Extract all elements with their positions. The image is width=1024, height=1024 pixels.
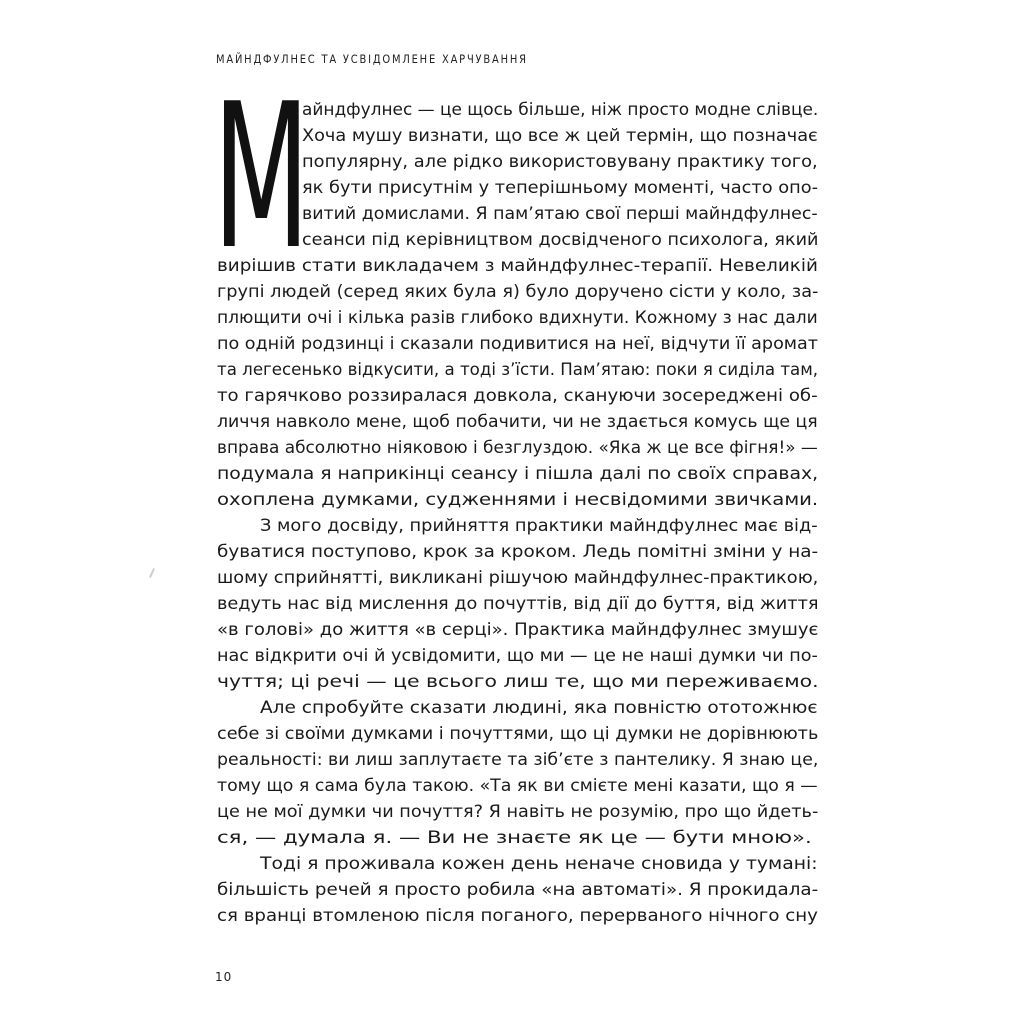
text-line: плющити очі і кілька разів глибоко вдихнути. Кожному з нас дали	[217, 308, 818, 328]
text-line: «в голові» до життя «в серці». Практика майндфулнес змушує	[217, 620, 819, 640]
text-line: тому що я сама була такою. «Та як ви смієте мені казати, що я —	[217, 776, 818, 796]
text-line: подумала я наприкінці сеансу і пішла далі по своїх справах,	[217, 464, 819, 484]
text-line: Хоча мушу визнати, що все ж цей термін, що позначає	[302, 126, 818, 146]
text-line: більшість речей я просто робила «на автоматі». Я прокидала-	[217, 880, 819, 900]
text-line: З мого досвіду, прийняття практики майндфулнес має від-	[260, 516, 818, 536]
text-line: реальності: ви лиш заплутаєте та зіб’єте з пантелику. Я знаю це,	[217, 750, 819, 770]
text-line: себе зі своїми думками і почуттями, що ці думки не дорівнюють	[217, 724, 819, 744]
text-line: буватися поступово, крок за кроком. Ледь помітні зміни у на-	[217, 542, 819, 562]
drop-cap: М	[213, 61, 310, 294]
text-line: айндфулнес — це щось більше, ніж просто модне слівце.	[302, 100, 819, 120]
page-number: 10	[215, 970, 233, 984]
text-line: охоплена думками, судженнями і несвідомими звичками.	[217, 490, 819, 510]
text-line: витий домислами. Я пам’ятаю свої перші майндфулнес-	[302, 204, 818, 224]
text-line: ся, — думала я. — Ви не знаєте як це — бути мною».	[217, 828, 812, 848]
text-line: то гарячково роззиралася довкола, скануючи зосереджені об-	[217, 386, 818, 406]
text-line: та легесенько відкусити, а тоді з’їсти. Пам’ятаю: поки я сиділа там,	[217, 360, 819, 380]
text-line: групі людей (серед яких була я) було доручено сісти у коло, за-	[217, 282, 819, 302]
text-line: як бути присутнім у теперішньому моменті, часто опо-	[302, 178, 819, 198]
text-line: ведуть нас від мислення до почуттів, від дії до буття, від життя	[217, 594, 819, 614]
text-line: Тоді я проживала кожен день неначе сновида у тумані:	[260, 854, 818, 874]
text-line: нас відкрити очі й усвідомити, що ми — це не наші думки чи по-	[217, 646, 818, 666]
text-line: вирішив стати викладачем з майндфулнес-терапії. Невеликій	[217, 256, 818, 276]
text-line: вправа абсолютно ніяковою і безглуздою. «Яка ж це все фігня!» —	[217, 438, 818, 458]
text-line: популярну, але рідко використовувану практику того,	[302, 152, 818, 172]
text-line: Але спробуйте сказати людині, яка повністю ототожнює	[260, 698, 818, 718]
text-line: сеанси під керівництвом досвідченого психолога, який	[302, 230, 819, 250]
text-line: личчя навколо мене, щоб побачити, чи не здається комусь ще ця	[217, 412, 818, 432]
text-line: шому сприйнятті, викликані рішучою майндфулнес-практикою,	[217, 568, 819, 588]
text-line: ся вранці втомленою після поганого, перерваного нічного сну	[217, 906, 818, 926]
scan-speck	[149, 568, 155, 578]
text-line: по одній родзинці і сказали подивитися на неї, відчути її аромат	[217, 334, 819, 354]
text-line: чуття; ці речі — це всього лиш те, що ми переживаємо.	[217, 672, 819, 692]
running-head: МАЙНДФУЛНЕС ТА УСВІДОМЛЕНЕ ХАРЧУВАННЯ	[216, 52, 528, 66]
text-line: це не мої думки чи почуття? Я навіть не розумію, про що йдеть-	[217, 802, 819, 822]
